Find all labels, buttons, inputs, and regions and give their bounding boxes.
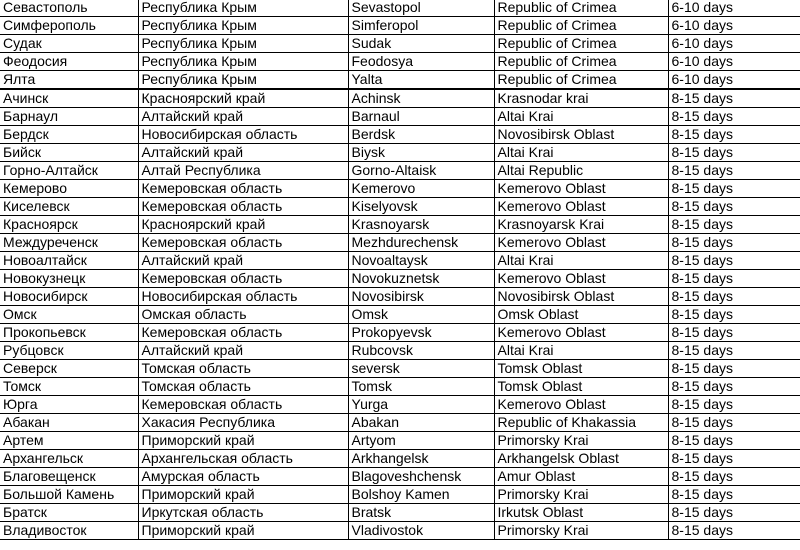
region-ru-cell: Красноярский край — [138, 216, 348, 234]
city-ru-cell: Севастополь — [0, 0, 138, 17]
city-ru-cell: Новосибирск — [0, 288, 138, 306]
delivery-time-cell: 8-15 days — [668, 360, 800, 378]
region-ru-cell: Омская область — [138, 306, 348, 324]
city-en-cell: Rubcovsk — [348, 342, 494, 360]
delivery-time-cell: 8-15 days — [668, 468, 800, 486]
region-ru-cell: Красноярский край — [138, 89, 348, 108]
city-en-cell: Simferopol — [348, 17, 494, 35]
region-ru-cell: Республика Крым — [138, 17, 348, 35]
region-ru-cell: Республика Крым — [138, 71, 348, 90]
region-en-cell: Krasnodar krai — [494, 89, 668, 108]
region-ru-cell: Алтайский край — [138, 252, 348, 270]
city-en-cell: Kemerovo — [348, 180, 494, 198]
region-en-cell: Republic of Khakassia — [494, 414, 668, 432]
table-row — [0, 270, 800, 288]
delivery-time-cell: 8-15 days — [668, 216, 800, 234]
region-en-cell: Krasnoyarsk Krai — [494, 216, 668, 234]
city-ru-cell: Прокопьевск — [0, 324, 138, 342]
region-en-cell: Tomsk Oblast — [494, 360, 668, 378]
table-row — [0, 71, 800, 90]
table-row — [0, 342, 800, 360]
region-ru-cell: Республика Крым — [138, 0, 348, 17]
table-row — [0, 180, 800, 198]
region-ru-cell: Кемеровская область — [138, 234, 348, 252]
city-en-cell: Novosibirsk — [348, 288, 494, 306]
delivery-time-cell: 8-15 days — [668, 522, 800, 540]
region-ru-cell: Кемеровская область — [138, 180, 348, 198]
region-en-cell: Kemerovo Oblast — [494, 324, 668, 342]
region-ru-cell: Архангельская область — [138, 450, 348, 468]
region-ru-cell: Новосибирская область — [138, 288, 348, 306]
region-ru-cell: Приморский край — [138, 432, 348, 450]
city-en-cell: Omsk — [348, 306, 494, 324]
city-en-cell: Blagoveshchensk — [348, 468, 494, 486]
city-en-cell: Mezhdurechensk — [348, 234, 494, 252]
city-en-cell: Biysk — [348, 144, 494, 162]
delivery-time-cell: 8-15 days — [668, 432, 800, 450]
city-ru-cell: Красноярск — [0, 216, 138, 234]
region-en-cell: Kemerovo Oblast — [494, 198, 668, 216]
delivery-time-cell: 8-15 days — [668, 414, 800, 432]
table-row — [0, 378, 800, 396]
city-en-cell: Yurga — [348, 396, 494, 414]
delivery-time-cell: 8-15 days — [668, 306, 800, 324]
city-ru-cell: Ачинск — [0, 89, 138, 108]
region-en-cell: Arkhangelsk Oblast — [494, 450, 668, 468]
table-row — [0, 17, 800, 35]
table-row — [0, 162, 800, 180]
delivery-time-cell: 8-15 days — [668, 342, 800, 360]
city-ru-cell: Симферополь — [0, 17, 138, 35]
delivery-time-cell: 8-15 days — [668, 504, 800, 522]
city-en-cell: Abakan — [348, 414, 494, 432]
region-ru-cell: Приморский край — [138, 486, 348, 504]
region-ru-cell: Алтайский край — [138, 144, 348, 162]
city-en-cell: Yalta — [348, 71, 494, 90]
table-row — [0, 35, 800, 53]
city-en-cell: Tomsk — [348, 378, 494, 396]
city-ru-cell: Юрга — [0, 396, 138, 414]
delivery-time-cell: 8-15 days — [668, 378, 800, 396]
city-ru-cell: Томск — [0, 378, 138, 396]
city-en-cell: Arkhangelsk — [348, 450, 494, 468]
region-en-cell: Republic of Crimea — [494, 17, 668, 35]
city-ru-cell: Ялта — [0, 71, 138, 90]
region-ru-cell: Приморский край — [138, 522, 348, 540]
city-en-cell: Sevastopol — [348, 0, 494, 17]
city-ru-cell: Междуреченск — [0, 234, 138, 252]
delivery-time-cell: 6-10 days — [668, 35, 800, 53]
table-row — [0, 432, 800, 450]
region-ru-cell: Алтайский край — [138, 342, 348, 360]
table-row — [0, 252, 800, 270]
city-ru-cell: Рубцовск — [0, 342, 138, 360]
region-ru-cell: Кемеровская область — [138, 324, 348, 342]
city-en-cell: Sudak — [348, 35, 494, 53]
city-en-cell: Bolshoy Kamen — [348, 486, 494, 504]
region-ru-cell: Республика Крым — [138, 53, 348, 71]
region-en-cell: Tomsk Oblast — [494, 378, 668, 396]
region-ru-cell: Хакасия Республика — [138, 414, 348, 432]
region-en-cell: Amur Oblast — [494, 468, 668, 486]
region-en-cell: Republic of Crimea — [494, 35, 668, 53]
region-en-cell: Primorsky Krai — [494, 486, 668, 504]
city-en-cell: Kiselyovsk — [348, 198, 494, 216]
region-en-cell: Irkutsk Oblast — [494, 504, 668, 522]
city-ru-cell: Омск — [0, 306, 138, 324]
delivery-time-cell: 8-15 days — [668, 396, 800, 414]
delivery-time-cell: 8-15 days — [668, 144, 800, 162]
delivery-time-cell: 8-15 days — [668, 324, 800, 342]
region-en-cell: Altai Krai — [494, 144, 668, 162]
table-row — [0, 522, 800, 540]
city-en-cell: Vladivostok — [348, 522, 494, 540]
region-ru-cell: Алтайский край — [138, 108, 348, 126]
region-ru-cell: Иркутская область — [138, 504, 348, 522]
delivery-time-cell: 8-15 days — [668, 162, 800, 180]
delivery-time-cell: 6-10 days — [668, 53, 800, 71]
region-en-cell: Kemerovo Oblast — [494, 396, 668, 414]
city-en-cell: Krasnoyarsk — [348, 216, 494, 234]
delivery-time-cell: 8-15 days — [668, 288, 800, 306]
delivery-time-cell: 8-15 days — [668, 252, 800, 270]
table-row — [0, 450, 800, 468]
city-ru-cell: Новоалтайск — [0, 252, 138, 270]
table-row — [0, 414, 800, 432]
city-en-cell: Gorno-Altaisk — [348, 162, 494, 180]
table-row — [0, 396, 800, 414]
city-en-cell: Artyom — [348, 432, 494, 450]
region-ru-cell: Томская область — [138, 360, 348, 378]
city-ru-cell: Бийск — [0, 144, 138, 162]
city-ru-cell: Владивосток — [0, 522, 138, 540]
city-ru-cell: Артем — [0, 432, 138, 450]
delivery-time-cell: 8-15 days — [668, 180, 800, 198]
city-en-cell: Bratsk — [348, 504, 494, 522]
region-ru-cell: Кемеровская область — [138, 198, 348, 216]
city-ru-cell: Судак — [0, 35, 138, 53]
table-row — [0, 108, 800, 126]
region-ru-cell: Кемеровская область — [138, 270, 348, 288]
city-ru-cell: Абакан — [0, 414, 138, 432]
city-en-cell: Prokopyevsk — [348, 324, 494, 342]
region-en-cell: Altai Krai — [494, 108, 668, 126]
table-row — [0, 126, 800, 144]
city-ru-cell: Архангельск — [0, 450, 138, 468]
region-en-cell: Kemerovo Oblast — [494, 234, 668, 252]
table-row — [0, 288, 800, 306]
city-en-cell: seversk — [348, 360, 494, 378]
region-ru-cell: Алтай Республика — [138, 162, 348, 180]
delivery-time-cell: 8-15 days — [668, 198, 800, 216]
delivery-time-cell: 6-10 days — [668, 71, 800, 90]
delivery-time-cell: 8-15 days — [668, 234, 800, 252]
region-en-cell: Novosibirsk Oblast — [494, 288, 668, 306]
city-en-cell: Novoaltaysk — [348, 252, 494, 270]
delivery-time-cell: 8-15 days — [668, 450, 800, 468]
region-en-cell: Primorsky Krai — [494, 432, 668, 450]
table-row — [0, 324, 800, 342]
region-ru-cell: Томская область — [138, 378, 348, 396]
city-en-cell: Berdsk — [348, 126, 494, 144]
city-ru-cell: Горно-Алтайск — [0, 162, 138, 180]
region-en-cell: Novosibirsk Oblast — [494, 126, 668, 144]
city-ru-cell: Феодосия — [0, 53, 138, 71]
region-en-cell: Altai Republic — [494, 162, 668, 180]
table-row — [0, 468, 800, 486]
delivery-time-cell: 6-10 days — [668, 0, 800, 17]
table-row — [0, 198, 800, 216]
table-row — [0, 486, 800, 504]
region-en-cell: Kemerovo Oblast — [494, 180, 668, 198]
delivery-time-cell: 8-15 days — [668, 89, 800, 108]
city-ru-cell: Барнаул — [0, 108, 138, 126]
city-ru-cell: Киселевск — [0, 198, 138, 216]
region-en-cell: Altai Krai — [494, 342, 668, 360]
region-en-cell: Altai Krai — [494, 252, 668, 270]
region-en-cell: Primorsky Krai — [494, 522, 668, 540]
delivery-time-cell: 8-15 days — [668, 270, 800, 288]
delivery-time-cell: 6-10 days — [668, 17, 800, 35]
region-en-cell: Omsk Oblast — [494, 306, 668, 324]
table-row — [0, 144, 800, 162]
table-row — [0, 504, 800, 522]
region-en-cell: Kemerovo Oblast — [494, 270, 668, 288]
region-en-cell: Republic of Crimea — [494, 53, 668, 71]
city-ru-cell: Братск — [0, 504, 138, 522]
delivery-time-cell: 8-15 days — [668, 126, 800, 144]
city-en-cell: Novokuznetsk — [348, 270, 494, 288]
city-en-cell: Feodosya — [348, 53, 494, 71]
delivery-time-cell: 8-15 days — [668, 108, 800, 126]
city-ru-cell: Благовещенск — [0, 468, 138, 486]
table-row — [0, 216, 800, 234]
table-row — [0, 0, 800, 17]
city-ru-cell: Бердск — [0, 126, 138, 144]
region-ru-cell: Новосибирская область — [138, 126, 348, 144]
table-row — [0, 306, 800, 324]
region-en-cell: Republic of Crimea — [494, 0, 668, 17]
region-ru-cell: Кемеровская область — [138, 396, 348, 414]
delivery-time-cell: 8-15 days — [668, 486, 800, 504]
table-row — [0, 234, 800, 252]
table-row — [0, 360, 800, 378]
city-ru-cell: Кемерово — [0, 180, 138, 198]
region-ru-cell: Амурская область — [138, 468, 348, 486]
table-row — [0, 53, 800, 71]
city-ru-cell: Северск — [0, 360, 138, 378]
table-row — [0, 89, 800, 108]
region-en-cell: Republic of Crimea — [494, 71, 668, 90]
city-ru-cell: Новокузнецк — [0, 270, 138, 288]
city-en-cell: Barnaul — [348, 108, 494, 126]
city-ru-cell: Большой Камень — [0, 486, 138, 504]
city-en-cell: Achinsk — [348, 89, 494, 108]
region-ru-cell: Республика Крым — [138, 35, 348, 53]
